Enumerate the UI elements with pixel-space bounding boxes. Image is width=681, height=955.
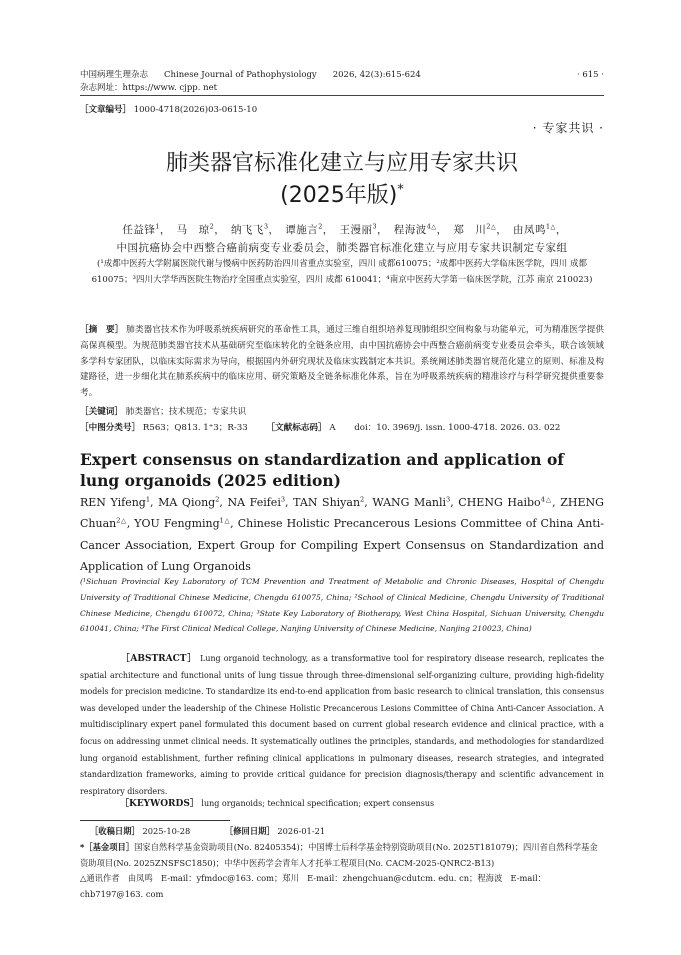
section-tag: · 专家共识 · [532, 121, 604, 135]
author-name: 任益锋 [122, 224, 156, 236]
classification-label: ［中图分类号］ [80, 423, 141, 433]
author-affiliation-mark: 2 [215, 495, 220, 504]
title-en: Expert consensus on standardization and application of lung organoids (2025 edition) [80, 450, 564, 490]
title-cn [80, 148, 604, 212]
author-name: 马 琼 [176, 224, 210, 236]
author-name: REN Yifeng [80, 496, 146, 509]
journal-issue: 2026, 42(3):615-624 [332, 70, 421, 80]
journal-website[interactable]: 杂志网址：https://www. cjpp. net [80, 83, 218, 93]
abstract-cn [80, 323, 604, 402]
authors-cn [80, 221, 604, 257]
author-affiliation-mark: 2 [318, 223, 323, 231]
journal-name-en: Chinese Journal of Pathophysiology [164, 70, 317, 80]
group-cn: 中国抗癌协会中西整合癌前病变专业委员会，肺类器官标准化建立与应用专家共识制定专家组 [116, 242, 568, 254]
author-name: YOU Fengming [134, 517, 220, 531]
author-affiliation-mark: 2 [360, 495, 365, 504]
author-name: ZHENG Chuan [80, 496, 604, 531]
article-number-value: 1000-4718(2026)03-0615-10 [133, 105, 258, 115]
authors-en-list: REN Yifeng$^1$, MA Qiong$^2$, NA Feifei$^3$, TAN Shiyan$^2$, WANG Manli$^3$, CHENG Haibo$^{4\triangle}$, ZHENG Chuan$^{2\triangle}$, YOU Fengming$^{1\triangle}$, [80, 495, 604, 531]
author-affiliation-mark: 1△ [219, 516, 231, 525]
author-affiliation-mark: 2 [209, 223, 215, 231]
abstract-cn-text: 肺类器官技术作为呼吸系统疾病研究的革命性工具，通过三维自组织培养复现肺组织空间构象与功能单元，可为精准医学提供高保真模型。为规范肺类器官技术从基础研究至临床转化的全链条应用，由中国抗癌协会中西整合癌前病变专业委员会牵头，联合该领域多学科专家团队，以临床实际需求为导向，根据国内外研究现状及临床实践制定本共识。系统阐述肺类器官规范化建立的原则、标准及构建路径，进一步细化其在肺系疾病中的临床应用、研究策略及全链条标准化体系，旨在为呼吸系统疾病的精准诊疗与科学研究提供重要参考。 [80, 325, 604, 399]
author-affiliation-mark: 3 [280, 495, 286, 504]
author-name: 郑 川 [453, 224, 487, 236]
article-number [80, 103, 257, 115]
authors-en [80, 492, 604, 577]
title-cn-line1: 肺类器官标准化建立与应用专家共识 [165, 151, 518, 176]
author-affiliation-mark: 1△ [545, 223, 556, 231]
doi[interactable]: doi：10. 3969/j. issn. 1000-4718. 2026. 03. 022 [354, 423, 561, 433]
author-name: MA Qiong [158, 496, 216, 509]
page-number: · 615 · [576, 70, 604, 80]
keywords-cn-label: ［关键词］ [80, 407, 123, 417]
author-affiliation-mark: 2△ [116, 516, 127, 525]
author-name: WANG Manli [372, 496, 446, 509]
footnotes [80, 824, 604, 903]
affiliations-cn: (¹成都中医药大学附属医院代谢与慢病中医药防治四川省重点实验室，四川 成都610075；²成都中医药大学临床医学院，四川 成都 610075；³四川大学华西医院生物治疗全国重点实验室，四川 成都 610041；⁴南京中医药大学第一临床医学院，江苏 南京 210023) [91, 259, 593, 285]
revised-date: 2026-01-21 [277, 826, 326, 836]
author-name: 谭施言 [285, 224, 319, 236]
title-cn-mark: * [397, 182, 404, 198]
abstract-cn-label: ［摘 要］ [80, 325, 124, 335]
group-en: Chinese Holistic Precancerous Lesions Committee of China Anti-Cancer Association, Expert Group for Compiling Expert Consensus on Standardization and Application of Lung Organoids [80, 517, 604, 573]
article-number-label: ［文章编号］ [80, 105, 132, 115]
fund-label: *［基金项目］ [80, 841, 135, 852]
authors-cn-list: 任益锋$^1$， 马 琼$^2$， 纳飞飞$^3$， 谭施言$^2$， 王漫丽$^3$， 程海波$^{4\triangle}$， 郑 川$^{2\triangle}$， 由凤鸣$^{1\triangle}$， [122, 223, 573, 236]
title-cn-line2: (2025年版) [280, 183, 398, 208]
doc-code-value: A [329, 423, 336, 433]
author-affiliation-mark: 3 [263, 223, 269, 231]
keywords-cn-text: 肺类器官；技术规范；专家共识 [125, 407, 247, 417]
classification-value: R563；Q813. 1⁺3；R-33 [142, 423, 248, 433]
received-date: 2025-10-28 [142, 826, 191, 836]
journal-name-cn: 中国病理生理杂志 [80, 70, 149, 80]
author-affiliation-mark: 1 [155, 223, 160, 231]
author-affiliation-mark: 2△ [486, 223, 497, 231]
author-name: 王漫丽 [339, 224, 373, 236]
abstract-en-text: Lung organoid technology, as a transformative tool for respiratory disease research, replicates the spatial architecture and functional units of lung tissue through three-dimensional self-organizing culture, providing high-fidelity models for precision medicine. To standardize its end-to-end application from basic research to clinical translation, this consensus was developed under the leadership of the Chinese Holistic Precancerous Lesions Committee of China Anti-Cancer Association. A multidisciplinary expert panel formulated this document based on current global research evidence and clinical practice, with a focus on addressing unmet clinical needs. It systematically outlines the principles, standards, and methodologies for standardized lung organoid establishment, further refining clinical applications in pulmonary diseases, research strategies, and integrated standardization frameworks, aiming to provide critical guidance for precision diagnosis/therapy and scientific advancement in respiratory disorders. [80, 654, 604, 796]
keywords-cn [80, 405, 604, 419]
author-affiliation-mark: 3 [372, 223, 377, 231]
keywords-en-label: ［KEYWORDS］ [120, 799, 199, 809]
author-name: 程海波 [393, 224, 427, 236]
classification-cn [80, 421, 604, 435]
author-name: 由凤鸣 [512, 224, 546, 236]
author-affiliation-mark: 4△ [540, 495, 553, 504]
author-affiliation-mark: 3 [446, 495, 451, 504]
header-rule [80, 95, 604, 96]
keywords-en-text: lung organoids; technical specification; expert consensus [201, 799, 435, 808]
author-affiliation-mark: 1 [145, 495, 151, 504]
author-name: TAN Shiyan [293, 496, 361, 509]
author-name: 纳飞飞 [230, 224, 264, 236]
affiliations-en: (¹Sichuan Provincial Key Laboratory of TCM Prevention and Treatment of Metabolic and Chronic Diseases, Hospital of Chengdu University of Traditional Chinese Medicine, Chengdu 610075, China; ²School of Clinical Medicine, Chengdu University of Traditional Chinese Medicine, Chengdu 610072, China; ³State Key Laboratory of Biotherapy, West China Hospital, Sichuan University, Chengdu 610041, China; ⁴The First Clinical Medical College, Nanjing University of Chinese Medicine, Nanjing 210023, China) [80, 577, 604, 634]
keywords-en [120, 797, 604, 811]
abstract-en [80, 651, 604, 800]
footnote-rule [80, 820, 230, 821]
received-label: ［收稿日期］ [90, 826, 140, 836]
author-name: CHENG Haibo [458, 496, 541, 509]
corresponding-authors: △通讯作者 由凤鸣 E-mail：yfmdoc@163. com；郑川 E-mail：zhengchuan@cdutcm. edu. cn；程海波 E-mail：chb7197@163. com [80, 873, 546, 900]
doc-code-label: ［文献标志码］ [266, 423, 327, 433]
running-header [80, 69, 604, 95]
author-name: NA Feifei [227, 496, 281, 509]
abstract-en-label: ［ABSTRACT］ [120, 654, 197, 664]
author-affiliation-mark: 4△ [426, 223, 437, 231]
fund-text: 国家自然科学基金资助项目(No. 82405354)；中国博士后科学基金特别资助项目(No. 2025T181079)；四川省自然科学基金资助项目(No. 2025ZNSFSC1850)；中华中医药学会青年人才托举工程项目(No. CACM-2025-QNRC2-B13) [80, 841, 598, 868]
revised-label: ［修回日期］ [224, 826, 275, 836]
